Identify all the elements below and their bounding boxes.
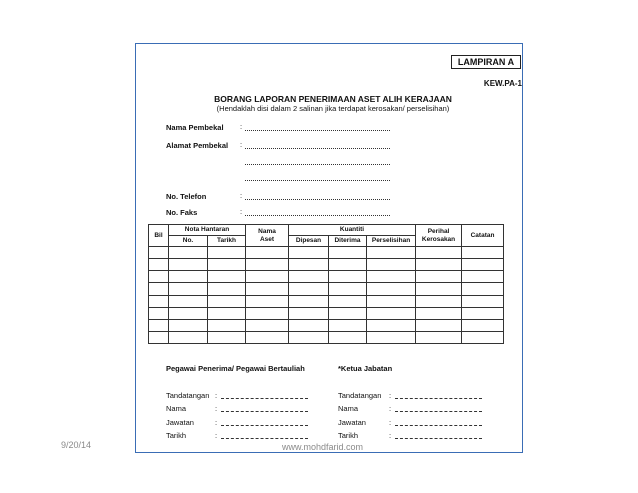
- signature-heading-officer: Pegawai Penerima/ Pegawai Bertauliah: [166, 364, 305, 373]
- form-code: KEW.PA-1: [483, 79, 522, 88]
- table-row: [149, 283, 504, 295]
- colon: :: [240, 207, 243, 216]
- table-row: [149, 259, 504, 271]
- table-row: [149, 247, 504, 259]
- table-row: [149, 331, 504, 343]
- table-row: [149, 307, 504, 319]
- label-tandatangan: Tandatangan: [338, 391, 382, 400]
- label-no-telefon: No. Telefon: [166, 192, 207, 201]
- lampiran-box: LAMPIRAN A: [451, 55, 521, 69]
- label-nama-pembekal: Nama Pembekal: [166, 123, 224, 132]
- officer-nama-field[interactable]: [221, 411, 308, 412]
- no-faks-field[interactable]: [245, 215, 390, 216]
- label-tarikh: Tarikh: [338, 431, 359, 440]
- head-jawatan-field[interactable]: [395, 425, 482, 426]
- header-dipesan: Dipesan: [289, 236, 329, 247]
- officer-tarikh-field[interactable]: [221, 438, 308, 439]
- colon: :: [215, 404, 218, 413]
- signature-heading-head: *Ketua Jabatan: [338, 364, 393, 373]
- colon: :: [240, 191, 243, 200]
- header-diterima: Diterima: [329, 236, 367, 247]
- label-no-faks: No. Faks: [166, 208, 198, 217]
- label-alamat-pembekal: Alamat Pembekal: [166, 141, 229, 150]
- table-row: [149, 295, 504, 307]
- officer-jawatan-field[interactable]: [221, 425, 308, 426]
- colon: :: [389, 431, 392, 440]
- label-tandatangan: Tandatangan: [166, 391, 210, 400]
- table-row: [149, 271, 504, 283]
- colon: :: [215, 418, 218, 427]
- header-catatan: Catatan: [462, 225, 504, 247]
- label-jawatan: Jawatan: [338, 418, 366, 427]
- colon: :: [389, 418, 392, 427]
- colon: :: [389, 404, 392, 413]
- form-subtitle: (Hendaklah disi dalam 2 salinan jika terdapat kerosakan/ perselisihan): [216, 104, 450, 113]
- header-kuantiti: Kuantiti: [289, 225, 416, 236]
- colon: :: [240, 140, 243, 149]
- header-nota-hantaran: Nota Hantaran: [169, 225, 246, 236]
- header-tarikh: Tarikh: [208, 236, 246, 247]
- alamat-pembekal-field-line1[interactable]: [245, 148, 390, 149]
- label-nama: Nama: [166, 404, 187, 413]
- label-nama: Nama: [338, 404, 359, 413]
- alamat-pembekal-field-line2[interactable]: [245, 164, 390, 165]
- label-jawatan: Jawatan: [166, 418, 194, 427]
- nama-pembekal-field[interactable]: [245, 130, 390, 131]
- asset-table: [148, 224, 504, 344]
- footer-date: 9/20/14: [61, 440, 92, 450]
- alamat-pembekal-field-line3[interactable]: [245, 180, 390, 181]
- no-telefon-field[interactable]: [245, 199, 390, 200]
- head-tarikh-field[interactable]: [395, 438, 482, 439]
- header-no: No.: [169, 236, 208, 247]
- form-title: BORANG LAPORAN PENERIMAAN ASET ALIH KERAJAAN: [214, 94, 452, 104]
- table-row: [149, 319, 504, 331]
- header-bil: Bil: [149, 225, 169, 247]
- label-tarikh: Tarikh: [166, 431, 187, 440]
- officer-tandatangan-field[interactable]: [221, 398, 308, 399]
- colon: :: [389, 391, 392, 400]
- header-nama-aset: Nama Aset: [246, 225, 289, 247]
- head-nama-field[interactable]: [395, 411, 482, 412]
- colon: :: [215, 391, 218, 400]
- head-tandatangan-field[interactable]: [395, 398, 482, 399]
- header-perselisihan: Perselisihan: [367, 236, 416, 247]
- colon: :: [215, 431, 218, 440]
- footer-url: www.mohdfarid.com: [282, 442, 364, 452]
- colon: :: [240, 122, 243, 131]
- header-perihal-kerosakan: Perihal Kerosakan: [416, 225, 462, 247]
